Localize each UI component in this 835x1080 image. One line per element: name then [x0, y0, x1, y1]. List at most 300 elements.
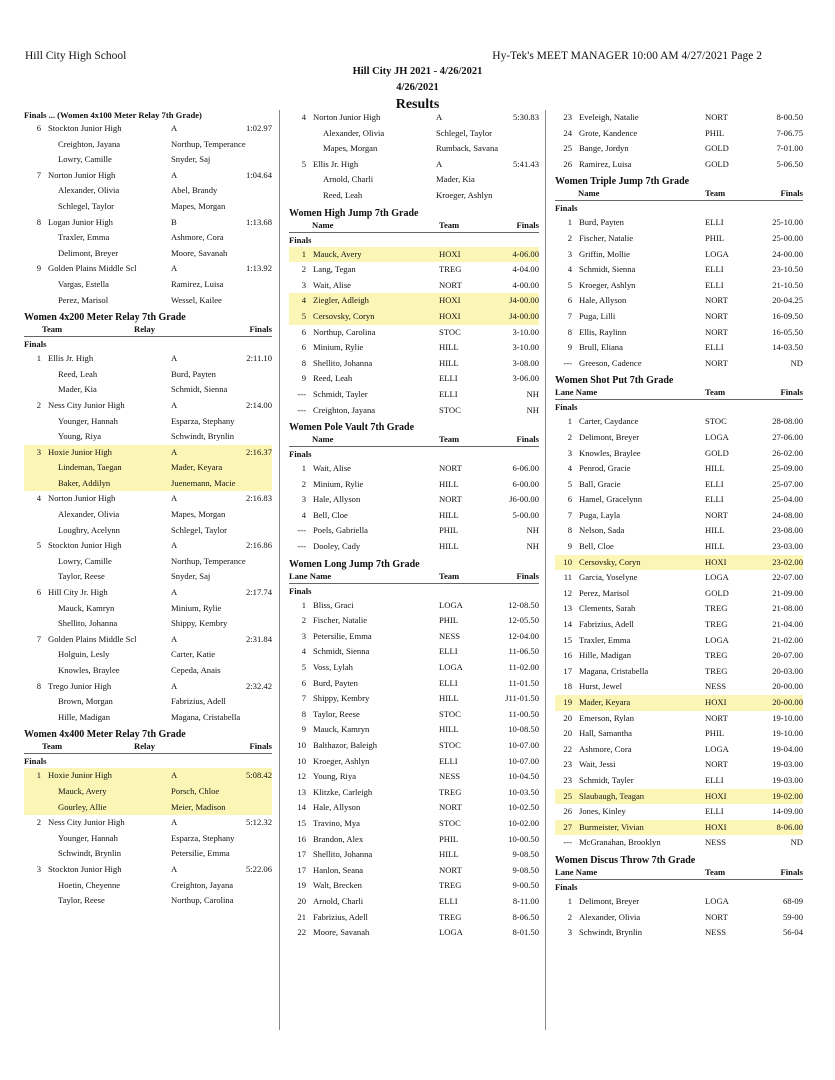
team-code: NORT	[705, 911, 728, 922]
relay-athlete: Cepeda, Anais	[171, 665, 221, 675]
result-row	[289, 371, 539, 387]
column-headers	[555, 387, 803, 400]
relay-athlete: Hoetin, Cheyenne	[58, 879, 121, 890]
relay-athlete: Perez, Marisol	[58, 294, 109, 305]
team-code: NORT	[705, 112, 728, 122]
athlete-name: Reed, Leah	[313, 373, 353, 384]
team-name: Norton Junior High	[48, 169, 116, 180]
result-row	[555, 835, 803, 851]
column-divider	[545, 110, 546, 1030]
relay-athletes-row	[24, 878, 272, 894]
place: ---	[297, 541, 306, 552]
result-row	[555, 804, 803, 820]
place: 15	[297, 817, 306, 828]
relay-athlete: Schwindt, Brynlin	[58, 848, 122, 859]
event-title: Women Triple Jump 7th Grade	[555, 176, 690, 188]
relay-athlete: Schwindt, Brynlin	[171, 431, 235, 442]
relay-athlete: Shippy, Kembry	[171, 618, 228, 629]
athlete-name: Schmidt, Tayler	[579, 774, 634, 785]
results-column-2	[289, 110, 539, 941]
place: 9	[567, 541, 572, 552]
relay-athlete: Young, Riya	[58, 431, 102, 442]
athlete-name: Hall, Samantha	[579, 728, 632, 739]
result-row	[555, 325, 803, 341]
mark: 25-09.00	[772, 463, 803, 474]
relay-athlete: Northup, Carolina	[171, 895, 234, 906]
place: 17	[297, 864, 306, 875]
place: 25	[563, 143, 572, 154]
result-row	[289, 816, 539, 832]
team-name: Stockton Junior High	[48, 540, 122, 551]
team-code: LOGA	[705, 572, 729, 583]
team-code: NORT	[705, 310, 728, 321]
team-code: HILL	[705, 541, 725, 552]
relay-athlete: Traxler, Emma	[58, 232, 110, 243]
meet-manager-info: Hy-Tek's MEET MANAGER 10:00 AM 4/27/2021 Page 2	[492, 50, 762, 62]
result-row	[555, 262, 803, 278]
place: 3	[36, 863, 41, 874]
result-row	[555, 309, 803, 325]
result-row	[555, 414, 803, 430]
relay-athletes-row	[24, 846, 272, 862]
place: 3	[36, 446, 41, 457]
mark: 21-10.50	[772, 279, 803, 290]
place: 7	[36, 169, 41, 180]
relay-athletes-row	[24, 831, 272, 847]
mark: ND	[790, 837, 803, 848]
relay-athlete: Alexander, Olivia	[58, 185, 120, 196]
column-header: Finals	[249, 741, 272, 752]
relay-athlete: Taylor, Reese	[58, 895, 105, 906]
result-row	[289, 293, 539, 309]
team-code: PHIL	[705, 127, 725, 138]
athlete-name: Hale, Allyson	[313, 802, 361, 813]
team-code: LOGA	[705, 431, 729, 442]
athlete-name: Brull, Eliana	[579, 342, 623, 353]
result-row	[289, 910, 539, 926]
place: 25	[563, 790, 572, 801]
event-section	[555, 176, 803, 371]
event-section	[289, 559, 539, 941]
result-row	[289, 613, 539, 629]
result-row	[289, 722, 539, 738]
relay-letter: A	[171, 399, 178, 410]
relay-athletes-row	[24, 710, 272, 726]
meet-date: 4/26/2021	[396, 82, 439, 93]
mark: 2:16.86	[245, 540, 272, 551]
column-header: Finals	[516, 434, 539, 445]
round-label: Finals	[289, 585, 312, 596]
column-header: Finals	[249, 324, 272, 335]
mark: 20-07.00	[772, 650, 803, 661]
place: 2	[301, 615, 306, 626]
team-code: NORT	[439, 463, 462, 474]
place: 20	[563, 728, 572, 739]
place: ---	[297, 388, 306, 399]
relay-athletes-row	[24, 246, 272, 262]
relay-athlete: Snyder, Saj	[171, 571, 211, 582]
team-code: HOXI	[439, 310, 461, 321]
result-row	[555, 247, 803, 263]
result-row	[555, 742, 803, 758]
result-row	[289, 785, 539, 801]
mark: 25-00.00	[772, 232, 803, 243]
result-row	[289, 660, 539, 676]
place: ---	[563, 837, 572, 848]
relay-athlete: Northup, Temperance	[171, 555, 246, 566]
athlete-name: Traxler, Emma	[579, 634, 631, 645]
athlete-name: Creighton, Jayana	[313, 404, 376, 415]
relay-athlete: Knowles, Braylee	[58, 665, 120, 675]
event-section	[555, 855, 803, 941]
team-code: STOC	[439, 740, 461, 750]
mark: 19-04.00	[772, 743, 803, 754]
column-header: Team	[42, 324, 63, 335]
result-row	[289, 403, 539, 419]
mark: 5:12.32	[245, 817, 272, 828]
relay-athlete: Alexander, Olivia	[58, 509, 120, 520]
relay-athlete: Holguin, Lesly	[58, 649, 110, 660]
team-code: HILL	[439, 509, 459, 520]
relay-athlete: Burd, Payten	[171, 368, 216, 379]
place: 1	[301, 463, 306, 474]
team-code: ELLI	[439, 755, 458, 766]
relay-athlete: Esparza, Stephany	[171, 415, 235, 426]
place: 13	[563, 603, 572, 614]
athlete-name: Cersovsky, Coryn	[579, 556, 641, 567]
team-code: ELLI	[439, 388, 458, 399]
mark: 23-03.00	[772, 541, 803, 552]
place: ---	[297, 404, 306, 415]
mark: 24-00.00	[772, 248, 803, 259]
mark: 6-06.00	[512, 463, 539, 474]
team-code: HILL	[705, 463, 725, 474]
place: 7	[301, 693, 306, 704]
column-headers	[289, 220, 539, 233]
column-headers	[24, 324, 272, 337]
result-row	[555, 293, 803, 309]
place: 23	[563, 774, 572, 785]
column-header: Lane Name	[555, 866, 598, 877]
team-name: Stockton Junior High	[48, 863, 122, 874]
team-code: HOXI	[705, 697, 727, 707]
place: 14	[563, 619, 572, 630]
team-code: NORT	[705, 712, 728, 723]
mark: 3-10.00	[512, 342, 539, 353]
event-title: Women 4x200 Meter Relay 7th Grade	[24, 312, 186, 324]
athlete-name: Hille, Madigan	[579, 650, 632, 661]
relay-athletes-row	[24, 382, 272, 398]
athlete-name: Northup, Carolina	[313, 326, 376, 337]
place: 8	[301, 357, 306, 368]
mark: 2:14.00	[245, 399, 272, 410]
relay-athlete: Mapes, Morgan	[323, 143, 378, 154]
place: 16	[563, 650, 572, 661]
relay-athletes-row	[24, 476, 272, 492]
mark: 8-01.50	[512, 927, 539, 938]
relay-athlete: Porsch, Chloe	[171, 785, 220, 796]
column-headers	[555, 867, 803, 880]
mark: 21-08.00	[772, 603, 803, 614]
team-code: STOC	[439, 817, 461, 828]
athlete-name: Penrod, Gracie	[579, 463, 631, 474]
column-header: Name	[578, 188, 600, 199]
relay-team-row	[24, 632, 272, 648]
place: ---	[563, 357, 572, 368]
event-title: Women Pole Vault 7th Grade	[289, 422, 415, 434]
place: 8	[36, 680, 41, 691]
mark: NH	[526, 404, 539, 415]
mark: 56-04	[782, 927, 803, 938]
team-code: GOLD	[705, 158, 729, 169]
result-row	[555, 789, 803, 805]
relay-athlete: Northup, Temperance	[171, 138, 246, 149]
result-row	[555, 648, 803, 664]
athlete-name: Minium, Rylie	[313, 342, 364, 353]
place: 10	[297, 740, 306, 750]
athlete-name: Walt, Brecken	[313, 880, 362, 891]
athlete-name: Klitzke, Carleigh	[313, 786, 373, 797]
column-header: Team	[439, 570, 460, 581]
team-code: NORT	[705, 295, 728, 306]
athlete-name: Delimont, Breyer	[579, 895, 640, 906]
results-column-1	[24, 110, 272, 909]
relay-team-row	[24, 168, 272, 184]
athlete-name: Ashmore, Cora	[579, 743, 632, 754]
relay-letter: A	[171, 353, 178, 364]
mark: 11-01.50	[508, 677, 539, 688]
mark: 22-07.00	[772, 572, 803, 583]
place: 8	[36, 216, 41, 227]
relay-athlete: Baker, Addilyn	[58, 477, 111, 488]
mark: 9-08.50	[512, 849, 539, 860]
athlete-name: Slaubaugh, Teagan	[579, 790, 645, 801]
team-code: STOC	[439, 708, 461, 719]
athlete-name: Schmidt, Tayler	[313, 388, 368, 399]
athlete-name: McGranahan, Brooklyn	[579, 837, 661, 848]
result-row	[289, 925, 539, 941]
relay-letter: A	[171, 123, 178, 133]
result-row	[555, 633, 803, 649]
mark: 1:13.92	[245, 263, 272, 274]
result-row	[555, 601, 803, 617]
result-row	[289, 754, 539, 770]
mark: 2:17.74	[245, 587, 272, 598]
event-title: Women High Jump 7th Grade	[289, 207, 419, 219]
place: 2	[301, 478, 306, 489]
mark: J4-00.00	[509, 310, 539, 321]
mark: J6-00.00	[509, 494, 539, 505]
column-header: Lane Name	[289, 570, 332, 581]
team-code: ELLI	[705, 494, 724, 505]
team-code: NESS	[439, 771, 461, 782]
team-code: ELLI	[439, 895, 458, 906]
team-name: Hoxie Junior High	[48, 770, 112, 781]
relay-athletes-row	[24, 601, 272, 617]
mark: 25-10.00	[772, 217, 803, 228]
mark: 11-06.50	[508, 646, 539, 657]
place: 11	[563, 572, 572, 583]
relay-team-row	[24, 585, 272, 601]
place: 3	[567, 447, 572, 458]
relay-team-row	[289, 110, 539, 126]
mark: 25-04.00	[772, 494, 803, 505]
athlete-name: Schmidt, Sienna	[313, 646, 370, 657]
relay-athlete: Hille, Madigan	[58, 711, 111, 722]
mark: 10-07.00	[508, 740, 539, 750]
athlete-name: Eveleigh, Natalie	[579, 112, 639, 122]
place: 23	[563, 112, 572, 122]
column-header: Finals	[516, 219, 539, 230]
place: 16	[297, 833, 306, 844]
result-row	[555, 539, 803, 555]
event-title: Women Discus Throw 7th Grade	[555, 854, 696, 866]
relay-athlete: Delimont, Breyer	[58, 247, 119, 258]
mark: 20-00.00	[772, 697, 803, 707]
athlete-name: Shippy, Kembry	[313, 693, 370, 704]
round-label: Finals	[289, 234, 312, 245]
athlete-name: Burd, Payten	[313, 677, 358, 688]
place: 19	[297, 880, 306, 891]
column-headers	[289, 434, 539, 447]
relay-letter: B	[171, 216, 177, 227]
athlete-name: Cersovsky, Coryn	[313, 310, 375, 321]
result-row	[555, 446, 803, 462]
mark: 2:11.10	[246, 353, 272, 364]
athlete-name: Schmidt, Sienna	[579, 264, 636, 275]
relay-letter: A	[171, 863, 178, 874]
mark: 8-11.00	[512, 895, 539, 906]
result-row	[555, 523, 803, 539]
mark: 9-08.50	[512, 864, 539, 875]
relay-athlete: Mauck, Kamryn	[58, 602, 115, 613]
result-row	[555, 157, 803, 173]
result-row	[289, 598, 539, 614]
result-row	[289, 644, 539, 660]
team-name: Trego Junior High	[48, 680, 112, 691]
mark: 9-00.50	[512, 880, 539, 891]
athlete-name: Burd, Payten	[579, 217, 624, 228]
athlete-name: Bell, Cloe	[313, 509, 348, 520]
athlete-name: Mader, Keyara	[579, 697, 631, 707]
team-code: NORT	[439, 494, 462, 505]
mark: J4-00.00	[509, 295, 539, 306]
team-name: Logan Junior High	[48, 216, 113, 227]
place: 14	[297, 802, 306, 813]
result-row	[289, 894, 539, 910]
mark: 14-09.00	[772, 806, 803, 817]
place: 9	[567, 342, 572, 353]
result-row	[289, 707, 539, 723]
relay-athlete: Moore, Savanah	[171, 247, 228, 258]
round-label: Finals	[24, 756, 47, 767]
result-row	[289, 340, 539, 356]
mark: 8-00.50	[776, 112, 803, 122]
team-code: HOXI	[705, 790, 727, 801]
result-row	[555, 910, 803, 926]
athlete-name: Knowles, Braylee	[579, 447, 641, 458]
place: 2	[567, 431, 572, 442]
round-label: Finals	[555, 203, 578, 214]
result-row	[555, 477, 803, 493]
relay-letter: A	[171, 680, 178, 691]
relay-athlete: Gourley, Allie	[58, 801, 107, 812]
relay-athletes-row	[24, 663, 272, 679]
relay-team-row	[24, 491, 272, 507]
event-section	[24, 110, 272, 308]
relay-athlete: Schlegel, Taylor	[171, 524, 228, 535]
place: 8	[567, 525, 572, 536]
athlete-name: Wait, Alise	[313, 463, 351, 474]
team-name: Hill City Jr. High	[48, 587, 108, 598]
mark: 8-06.50	[512, 911, 539, 922]
athlete-name: Garcia, Yoselyne	[579, 572, 638, 583]
mark: 12-04.00	[508, 630, 539, 641]
relay-team-row	[24, 398, 272, 414]
mark: 1:13.68	[245, 216, 272, 227]
place: 3	[567, 248, 572, 259]
team-code: TREG	[439, 880, 462, 891]
athlete-name: Hamel, Gracelynn	[579, 494, 642, 505]
relay-team-row	[24, 862, 272, 878]
place: 10	[297, 755, 306, 766]
relay-athlete: Juenemann, Macie	[171, 477, 236, 488]
column-headers	[555, 188, 803, 201]
result-row	[289, 878, 539, 894]
result-row	[555, 555, 803, 571]
team-code: LOGA	[439, 599, 463, 610]
mark: 14-03.50	[772, 342, 803, 353]
mark: 23-08.00	[772, 525, 803, 536]
place: 4	[36, 493, 41, 504]
relay-athlete: Younger, Hannah	[58, 832, 118, 843]
athlete-name: Taylor, Reese	[313, 708, 360, 719]
relay-athletes-row	[24, 199, 272, 215]
team-code: HOXI	[439, 248, 461, 259]
athlete-name: Minium, Rylie	[313, 478, 364, 489]
relay-team-row	[24, 445, 272, 461]
athlete-name: Jones, Kinley	[579, 806, 626, 817]
team-name: Norton Junior High	[313, 112, 381, 122]
mark: 8-06.00	[776, 821, 803, 832]
team-code: HOXI	[439, 295, 461, 306]
column-header: Team	[705, 387, 726, 398]
team-code: HILL	[439, 541, 459, 552]
relay-letter: A	[171, 493, 178, 504]
relay-athlete: Snyder, Saj	[171, 154, 211, 165]
team-code: LOGA	[705, 743, 729, 754]
team-name: Golden Plains Middle Scl	[48, 633, 137, 644]
event-section	[289, 208, 539, 419]
event-section	[24, 729, 272, 908]
place: 26	[563, 158, 572, 169]
athlete-name: Bell, Cloe	[579, 541, 614, 552]
column-header: Finals	[516, 570, 539, 581]
result-row	[289, 356, 539, 372]
relay-letter: A	[171, 169, 178, 180]
team-code: TREG	[705, 665, 728, 676]
result-row	[555, 773, 803, 789]
relay-athlete: Lowry, Camille	[58, 154, 112, 165]
place: 1	[36, 770, 41, 781]
mark: 3-06.00	[512, 373, 539, 384]
mark: 11-02.00	[508, 662, 539, 673]
mark: 4-06.00	[512, 248, 539, 259]
mark: 28-08.00	[772, 416, 803, 427]
mark: 23-10.50	[772, 264, 803, 275]
athlete-name: Perez, Marisol	[579, 587, 630, 598]
place: 6	[301, 342, 306, 353]
